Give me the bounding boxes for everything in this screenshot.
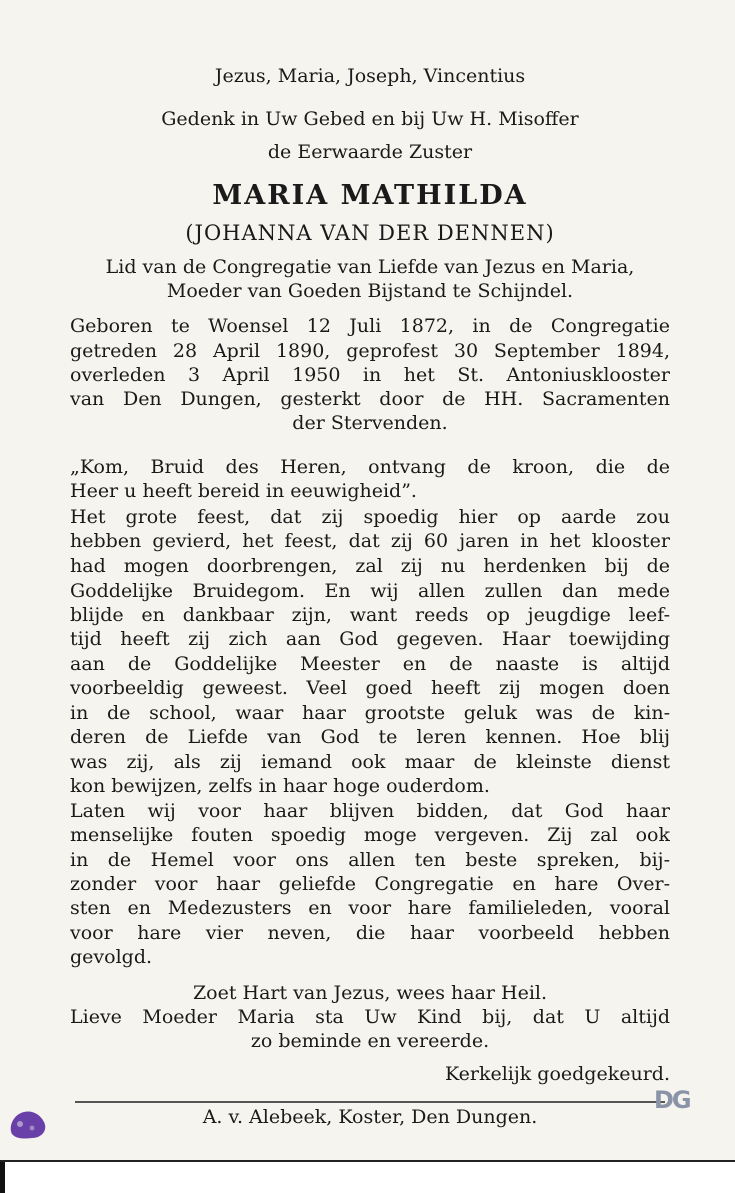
remember-line: Gedenk in Uw Gebed en bij Uw H. Misoffer	[161, 108, 579, 130]
deceased-name: MARIA MATHILDA	[212, 180, 528, 211]
ink-stamp-icon	[6, 1104, 50, 1146]
bio-line: der Stervenden.	[292, 412, 448, 434]
bio-line: Geboren te Woensel 12 Juli 1872, in de Congregatie	[70, 315, 670, 337]
congregation-line-2: Moeder van Goeden Bijstand te Schijndel.	[166, 280, 574, 302]
bio-line: getreden 28 April 1890, geprofest 30 September 1894,	[70, 340, 670, 362]
text-line: hebben gevierd, het feest, dat zij 60 jaren in het klooster	[70, 530, 670, 552]
text-line: blijde en dankbaar zijn, want reeds op jeugdige leef-	[70, 604, 670, 626]
divider-line	[75, 1101, 665, 1103]
text-line: in de Hemel voor ons allen ten beste spreken, bij-	[70, 849, 670, 871]
text-line: aan de Goddelijke Meester en de naaste is altijd	[70, 653, 670, 675]
scan-margin	[0, 1162, 735, 1193]
title-line: de Eerwaarde Zuster	[267, 141, 473, 163]
prayer-line-1: Zoet Hart van Jezus, wees haar Heil.	[192, 982, 548, 1004]
scan-edge-bar	[0, 1162, 5, 1193]
printer-credit: A. v. Alebeek, Koster, Den Dungen.	[202, 1106, 538, 1128]
congregation-line-1: Lid van de Congregatie van Liefde van Jezus en Maria,	[105, 256, 635, 278]
bio-line: van Den Dungen, gesterkt door de HH. Sacramenten	[70, 388, 670, 410]
text-line: was zij, als zij iemand ook maar de kleinste dienst	[70, 751, 670, 773]
text-line: had mogen doorbrengen, zal zij nu herdenken bij de	[70, 555, 670, 577]
prayer-line-2: Lieve Moeder Maria sta Uw Kind bij, dat U altijd	[70, 1006, 670, 1028]
text-line: Heer u heeft bereid in eeuwigheid”.	[70, 480, 417, 502]
text-line: „Kom, Bruid des Heren, ontvang de kroon, die de	[70, 456, 670, 478]
dg-stamp: DG	[654, 1086, 690, 1114]
text-line: menselijke fouten spoedig moge vergeven. Zij zal ook	[70, 824, 670, 846]
text-line: zonder voor haar geliefde Congregatie en hare Over-	[70, 873, 670, 895]
text-line: voorbeeldig geweest. Veel goed heeft zij mogen doen	[70, 677, 670, 699]
text-line: Goddelijke Bruidegom. En wij allen zullen dan mede	[70, 580, 670, 602]
bio-line: overleden 3 April 1950 in het St. Antoniusklooster	[70, 364, 670, 386]
text-line: Het grote feest, dat zij spoedig hier op aarde zou	[70, 506, 670, 528]
invocation: Jezus, Maria, Joseph, Vincentius	[214, 65, 526, 87]
text-line: in de school, waar haar grootste geluk was de kin-	[70, 702, 670, 724]
prayer-line-3: zo beminde en vereerde.	[250, 1030, 490, 1052]
birth-name: (JOHANNA VAN DER DENNEN)	[185, 221, 555, 245]
text-line: gevolgd.	[70, 946, 153, 968]
church-approval: Kerkelijk goedgekeurd.	[444, 1063, 670, 1085]
text-line: deren de Liefde van God te leren kennen. Hoe blij	[70, 726, 670, 748]
text-line: Laten wij voor haar blijven bidden, dat God haar	[70, 800, 670, 822]
text-line: kon bewijzen, zelfs in haar hoge ouderdom.	[70, 775, 490, 797]
text-line: sten en Medezusters en voor hare familieleden, vooral	[70, 897, 670, 919]
text-line: tijd heeft zij zich aan God gegeven. Haar toewijding	[70, 628, 670, 650]
text-line: voor hare vier neven, die haar voorbeeld hebben	[70, 922, 670, 944]
